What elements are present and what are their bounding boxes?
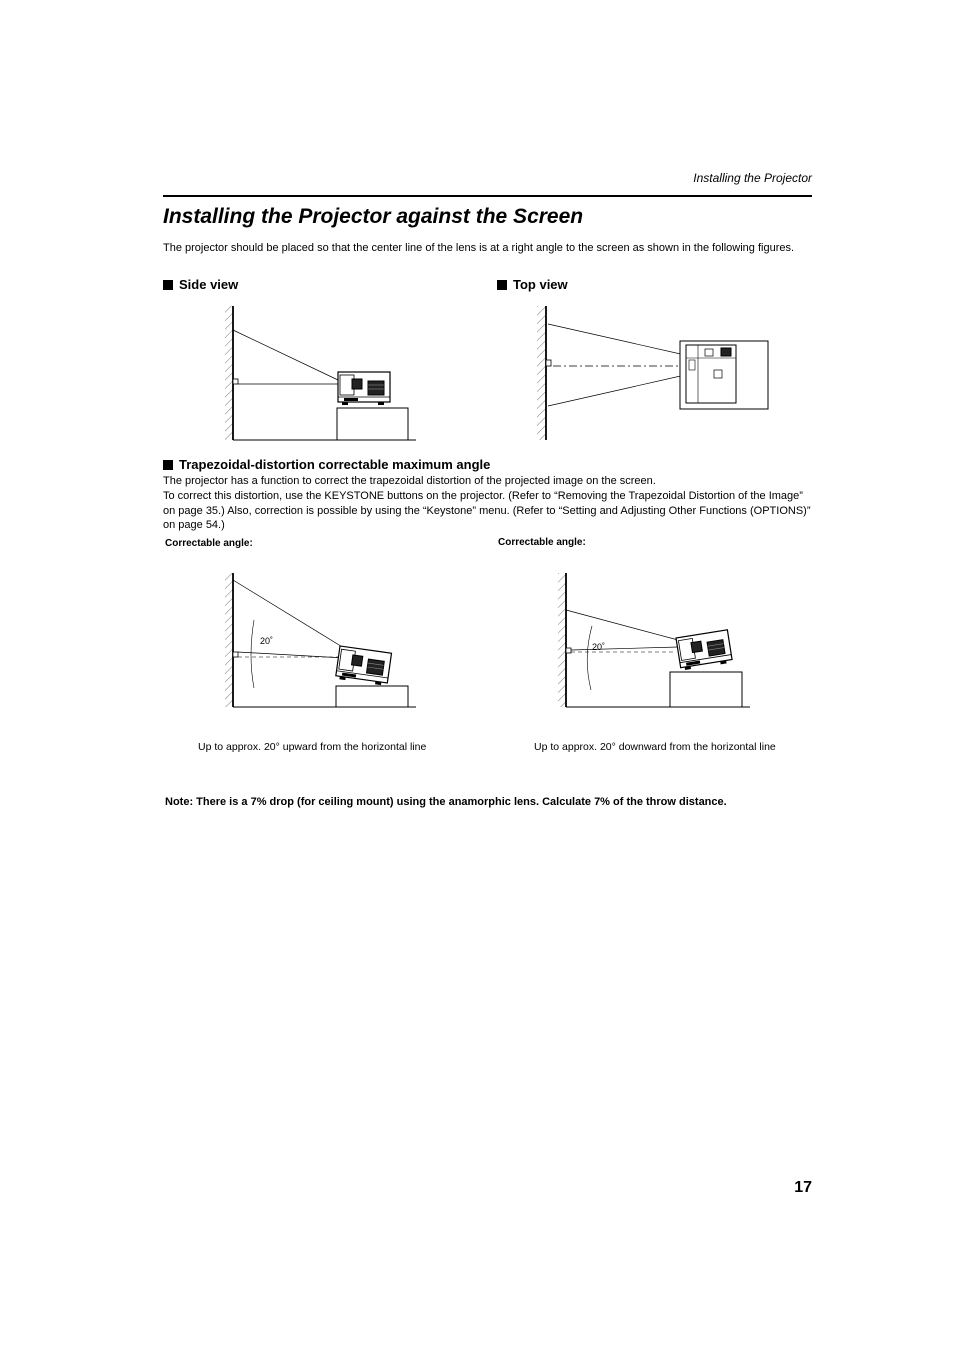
table [670,672,742,707]
side-view-heading [163,277,238,292]
table [337,408,408,440]
top-view-heading [497,277,568,292]
downward-caption: Up to approx. 20° downward from the horizontal line [534,741,776,753]
angle-arc [587,626,592,690]
page-number: 17 [794,1179,812,1196]
projector-icon [335,646,391,686]
projection-ray [233,580,344,648]
upward-caption: Up to approx. 20° upward from the horizontal line [198,741,427,753]
projection-ray [548,324,685,355]
intro-paragraph: The projector should be placed so that the center line of the lens is at a right angle to the screen as shown in the following figures. [163,242,795,254]
correctable-angle-label-left: Correctable angle: [165,538,253,549]
projector-icon [676,630,733,671]
projection-ray [566,610,678,640]
projector-top-icon [686,345,736,403]
angle-value: 20˚ [260,636,274,646]
side-view-figure [220,300,425,445]
page-title: Installing the Projector against the Screen [163,205,584,228]
table [336,686,408,707]
projection-ray [233,330,338,380]
wall-hatch [537,306,545,440]
angle-arc [251,620,254,688]
square-bullet-icon [497,280,507,290]
downward-angle-figure [555,568,760,713]
running-header: Installing the Projector [693,171,812,185]
top-view-label: Top view [513,277,568,292]
projection-ray [571,647,678,650]
angle-value: 20˚ [592,642,606,652]
keystone-heading-label: Trapezoidal-distortion correctable maximum angle [179,457,491,472]
wall-hatch [225,306,233,440]
note-text: Note: There is a 7% drop (for ceiling mount) using the anamorphic lens. Calculate 7% of the throw distance. [165,796,727,808]
keystone-line-1: The projector has a function to correct the trapezoidal distortion of the projected image on the screen. [163,475,656,487]
wall-hatch [225,573,233,707]
side-view-label: Side view [179,277,239,292]
square-bullet-icon [163,460,173,470]
upward-angle-figure [220,568,425,713]
keystone-line-2: To correct this distortion, use the KEYSTONE buttons on the projector. (Refer to “Removing the Trapezoidal Distortion of the Image” on page 35.) Also, correction is possible by using the “Keystone” menu. (Refer to “Setting and Adjusting Other Functions (OPTIONS)” on page 54.) [163,490,811,531]
wall-hatch [558,573,566,707]
projector-icon [338,372,390,405]
projection-ray [548,375,685,406]
top-view-figure [535,300,775,445]
keystone-heading [163,457,490,472]
header-rule [163,195,812,197]
square-bullet-icon [163,280,173,290]
correctable-angle-label-right: Correctable angle: [498,537,586,548]
